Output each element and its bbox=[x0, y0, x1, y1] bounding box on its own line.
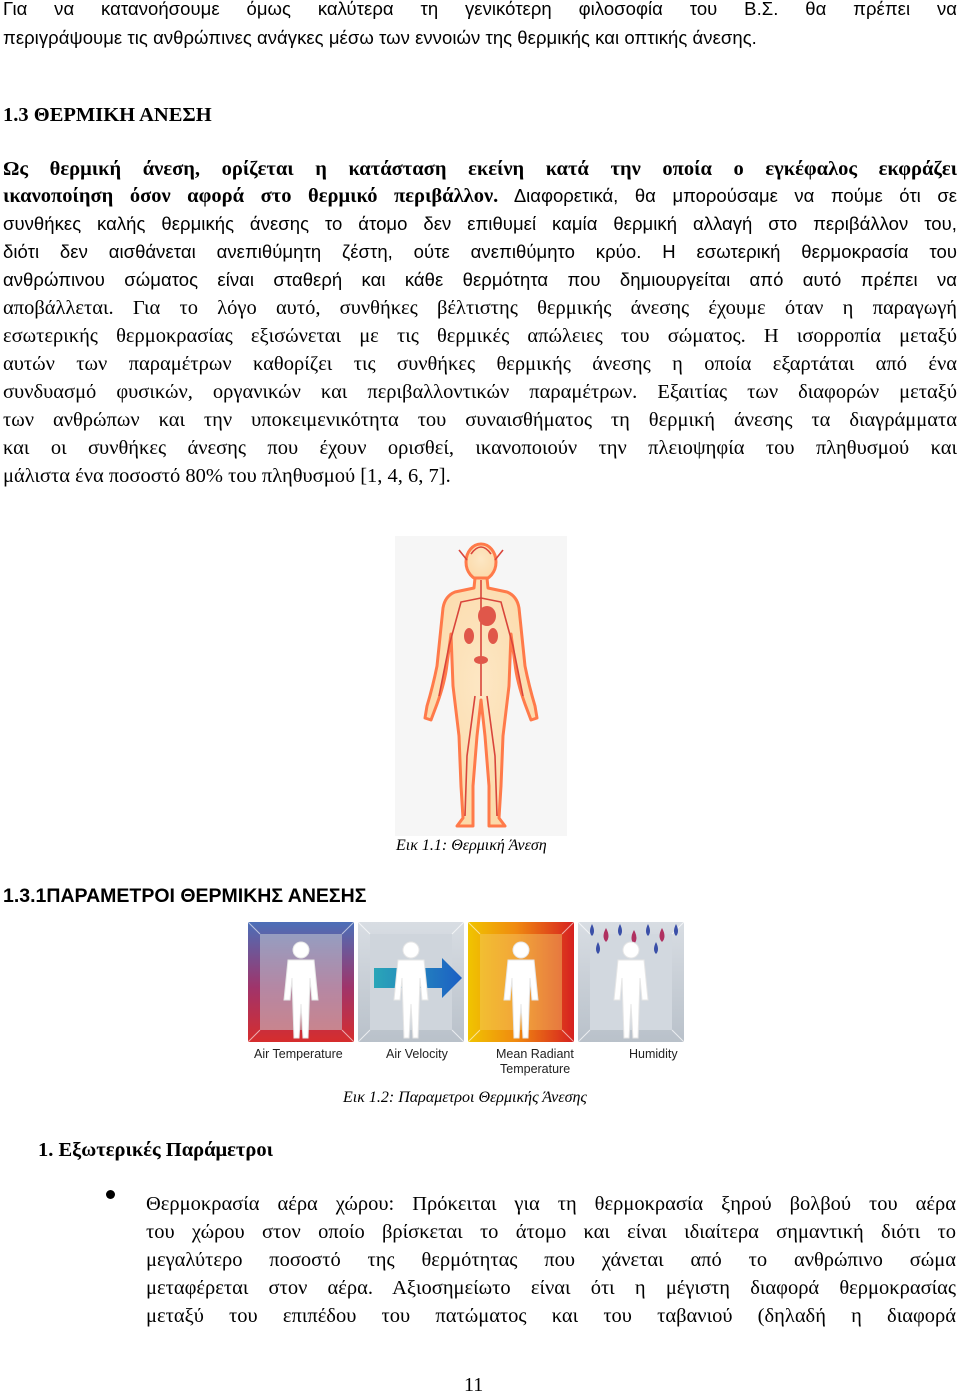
figure-2-caption: Εικ 1.2: Παραμετροι Θερμικής Άνεσης bbox=[343, 1089, 587, 1106]
bullet-line-1: Θερμοκρασία αέρα χώρου: Πρόκειται για τη θερμοκρασία ξηρού βολβού του αέρα bbox=[146, 1193, 956, 1215]
para-line-4: διότι δεν αισθάνεται ανεπιθύμητη ζέστη, ούτε ανεπιθύμητο κρύο. Η εσωτερική θερμοκρασία του bbox=[3, 241, 957, 262]
para-line-2 bbox=[3, 182, 957, 210]
para-line-9: συνδυασμό φυσικών, οργανικών και περιβαλλοντικών παραμέτρων. Εξαιτίας των διαφορών μεταξύ bbox=[3, 381, 957, 403]
bullet-line-3: μεγαλύτερο ποσοστό της θερμότητας που χάνεται από το ανθρώπινο σώμα bbox=[146, 1249, 956, 1271]
thermal-comfort-body-illustration bbox=[395, 536, 567, 836]
para-line-5: ανθρώπινου σώματος είναι σταθερή και κάθε θερμότητα που δημιουργείται από αυτό πρέπει να bbox=[3, 269, 957, 290]
bullet-line-2: του χώρου στον οποίο βρίσκεται το άτομο και είναι ιδιαίτερα σημαντική διότι το bbox=[146, 1221, 956, 1243]
section-heading-thermal-comfort: 1.3 ΘΕΡΜΙΚΗ ΑΝΕΣΗ bbox=[3, 104, 212, 126]
page-number: 11 bbox=[464, 1374, 484, 1396]
label-mean-radiant-temperature: Temperature bbox=[500, 1062, 571, 1076]
thermal-comfort-parameters-illustration bbox=[246, 920, 692, 1080]
para-bold-line-1: Ως θερμική άνεση, ορίζεται η κατάσταση εκείνη κατά την οποία ο εγκέφαλος εκφράζει bbox=[3, 158, 957, 180]
label-mean-radiant: Mean Radiant bbox=[496, 1047, 574, 1061]
para-bold-line-2: ικανοποίηση όσον αφορά στο θερμικό περιβάλλον. bbox=[3, 185, 499, 207]
bullet-line-4: μεταφέρεται στον αέρα. Αξιοσημείωτο είναι ότι η μέγιστη διαφορά θερμοκρασίας bbox=[146, 1277, 956, 1299]
para-line-11: και οι συνθήκες άνεσης που έχουν ορισθεί, ικανοποιούν την πλειοψηφία του πληθυσμού και bbox=[3, 437, 957, 459]
bullet-marker bbox=[106, 1190, 115, 1199]
label-air-velocity: Air Velocity bbox=[386, 1047, 448, 1061]
intro-line-2: περιγράψουμε τις ανθρώπινες ανάγκες μέσω των εννοιών της θερμικής και οπτικής άνεσης. bbox=[3, 27, 757, 48]
human-body-figure bbox=[395, 536, 567, 836]
parameters-figure bbox=[246, 920, 692, 1080]
para-line-7: εσωτερικής θερμοκρασίας εξισώνεται με τις θερμικές απώλειες του σώματος. Η ισορροπία μεταξύ bbox=[3, 325, 957, 347]
label-humidity: Humidity bbox=[629, 1047, 678, 1061]
section-heading-comfort-parameters: 1.3.1ΠΑΡΑΜΕΤΡΟΙ ΘΕΡΜΙΚΗΣ ΑΝΕΣΗΣ bbox=[3, 885, 367, 907]
label-air-temperature: Air Temperature bbox=[254, 1047, 343, 1061]
para-line-12: μάλιστα ένα ποσοστό 80% του πληθυσμού [1, 4, 6, 7]. bbox=[3, 465, 451, 487]
para-line-2-rest: Διαφορετικά, θα μπορούσαμε να πούμε ότι σε bbox=[498, 185, 957, 206]
section-heading-external-parameters: 1. Εξωτερικές Παράμετροι bbox=[38, 1139, 273, 1161]
bullet-line-5: μεταξύ του επιπέδου του πατώματος και του ταβανιού (δηλαδή η διαφορά bbox=[146, 1305, 956, 1327]
para-line-6: αποβάλλεται. Για το λόγο αυτό, συνθήκες βέλτιστης θερμικής άνεσης έχουμε όταν η παραγωγή bbox=[3, 297, 957, 319]
figure-1-caption: Εικ 1.1: Θερμική Άνεση bbox=[396, 837, 547, 854]
para-line-3: συνθήκες καλής θερμικής άνεσης το άτομο δεν επιθυμεί καμία θερμική αλλαγή στο περιβάλλον του, bbox=[3, 213, 957, 234]
para-line-10: των ανθρώπων και την υποκειμενικότητα του συναισθήματος τη θερμική άνεσης τα διαγράμματα bbox=[3, 409, 957, 431]
para-line-8: αυτών των παραμέτρων καθορίζει τις συνθήκες θερμικής άνεσης η οποία εξαρτάται από ένα bbox=[3, 353, 957, 375]
intro-line-1: Για να κατανοήσουμε όμως καλύτερα τη γενικότερη φιλοσοφία του Β.Σ. θα πρέπει να bbox=[3, 0, 957, 19]
